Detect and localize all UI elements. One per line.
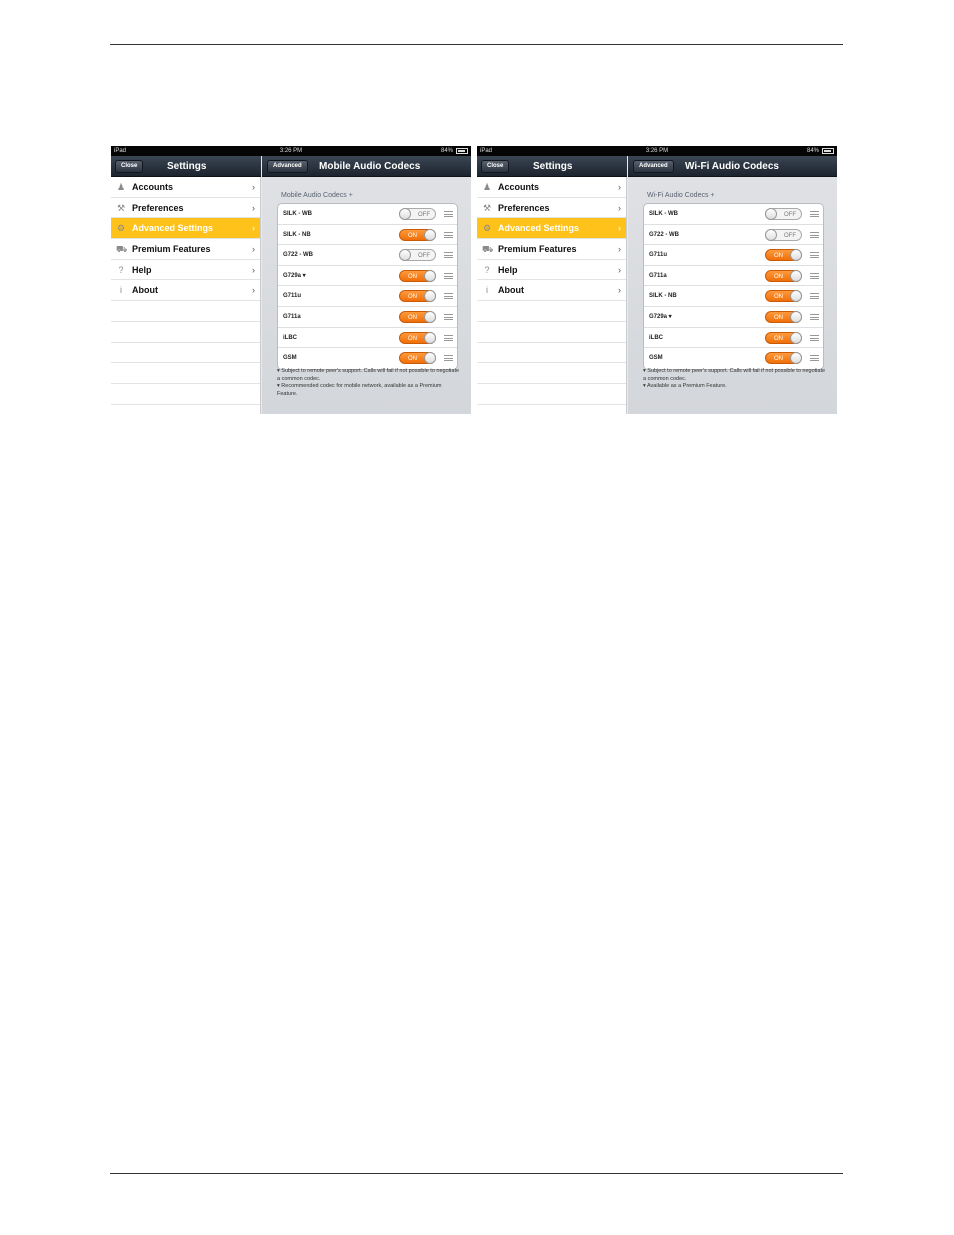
chevron-right-icon: › xyxy=(618,223,621,234)
reorder-handle-icon[interactable] xyxy=(810,293,819,299)
sidebar-empty-row xyxy=(111,322,260,343)
chevron-right-icon: › xyxy=(618,182,621,192)
codec-name: SILK - NB xyxy=(649,293,677,300)
reorder-handle-icon[interactable] xyxy=(444,273,453,279)
toggle-knob xyxy=(790,270,802,282)
chevron-right-icon: › xyxy=(618,264,621,275)
sidebar-empty-row xyxy=(477,322,626,343)
codec-row xyxy=(278,266,457,287)
codec-name: G722 - WB xyxy=(649,231,680,238)
toggle-knob xyxy=(424,332,436,344)
codec-name: SILK - NB xyxy=(283,231,311,238)
footnote: ▾ Recommended codec for mobile network, available as a Premium Feature. xyxy=(277,383,442,397)
chevron-right-icon: › xyxy=(618,202,621,213)
codec-toggle[interactable] xyxy=(399,249,436,261)
chevron-right-icon: › xyxy=(252,202,255,213)
codec-list xyxy=(277,203,458,370)
detail-navbar xyxy=(628,156,837,177)
codec-name: G711u xyxy=(649,252,668,259)
toggle-knob xyxy=(790,249,802,261)
info-icon: i xyxy=(486,285,488,296)
sidebar-item-label: Preferences xyxy=(132,202,184,213)
help-icon: ? xyxy=(118,264,124,275)
sidebar-item-help[interactable] xyxy=(111,260,260,281)
toggle-state: ON xyxy=(774,335,783,342)
accounts-icon: ♟ xyxy=(116,182,126,192)
toggle-knob xyxy=(424,229,436,241)
reorder-handle-icon[interactable] xyxy=(444,293,453,299)
chevron-right-icon: › xyxy=(618,285,621,296)
chevron-right-icon: › xyxy=(252,264,255,275)
codec-toggle[interactable] xyxy=(399,332,436,344)
codecs-panel xyxy=(628,177,837,414)
device-label: iPad xyxy=(114,148,127,154)
codec-toggle[interactable] xyxy=(399,208,436,220)
settings-navbar xyxy=(477,156,627,177)
info-icon: i xyxy=(120,285,122,296)
codec-name: iLBC xyxy=(649,334,663,341)
toggle-knob xyxy=(765,208,777,220)
sidebar-item-help[interactable] xyxy=(477,260,626,281)
chevron-right-icon: › xyxy=(252,285,255,296)
advanced-settings-icon: ⚙ xyxy=(116,223,126,234)
toggle-knob xyxy=(424,290,436,302)
codec-toggle[interactable] xyxy=(399,290,436,302)
sidebar-empty-row xyxy=(111,363,260,384)
toggle-state: ON xyxy=(774,294,783,301)
codec-row xyxy=(278,328,457,349)
chevron-right-icon: › xyxy=(252,182,255,192)
sidebar-item-about[interactable] xyxy=(111,280,260,301)
battery-percent: 84% xyxy=(440,148,453,154)
codec-name: GSM xyxy=(649,355,663,362)
reorder-handle-icon[interactable] xyxy=(444,335,453,341)
section-title: Mobile Audio Codecs + xyxy=(281,192,353,199)
toggle-state: ON xyxy=(774,253,783,260)
sidebar-item-premium-features[interactable] xyxy=(477,239,626,260)
preferences-icon: ⚒ xyxy=(116,202,126,213)
section-title: Wi-Fi Audio Codecs + xyxy=(647,192,715,199)
codec-row xyxy=(644,328,823,349)
codec-name: G722 - WB xyxy=(283,252,314,259)
codec-name: G729a ▾ xyxy=(283,272,306,279)
sidebar-empty-row xyxy=(477,301,626,322)
toggle-state: ON xyxy=(408,273,417,280)
codec-list xyxy=(643,203,824,370)
sidebar-empty-row xyxy=(477,343,626,364)
battery-icon xyxy=(456,148,468,154)
sidebar-item-label: Preferences xyxy=(498,202,550,213)
sidebar-item-accounts[interactable] xyxy=(477,177,626,198)
battery-percent: 84% xyxy=(806,148,819,154)
preferences-icon: ⚒ xyxy=(482,202,492,213)
codec-row xyxy=(278,225,457,246)
advanced-settings-icon: ⚙ xyxy=(482,223,492,234)
footnote: ▾ Subject to remote peer's support. Calls will fail if not possible to negotiate a common codec. xyxy=(277,368,460,382)
codec-row xyxy=(644,245,823,266)
reorder-handle-icon[interactable] xyxy=(444,232,453,238)
status-time: 3:26 PM xyxy=(279,148,303,154)
codec-name: iLBC xyxy=(283,334,297,341)
advanced-back-button[interactable]: Advanced xyxy=(267,160,308,173)
sidebar-item-label: Accounts xyxy=(132,182,174,192)
settings-title: Settings xyxy=(533,161,573,172)
reorder-handle-icon[interactable] xyxy=(444,252,453,258)
sidebar-item-preferences[interactable] xyxy=(111,198,260,219)
chevron-right-icon: › xyxy=(618,244,621,255)
sidebar-item-about[interactable] xyxy=(477,280,626,301)
detail-navbar xyxy=(262,156,471,177)
codec-name: G711a xyxy=(283,313,301,320)
codec-toggle[interactable] xyxy=(765,290,802,302)
codec-row xyxy=(644,307,823,328)
codec-name: G729a ▾ xyxy=(649,313,672,320)
sidebar-item-label: Premium Features xyxy=(498,244,577,255)
close-button[interactable]: Close xyxy=(115,160,143,173)
sidebar-empty-row xyxy=(111,384,260,405)
sidebar-item-label: Help xyxy=(132,264,152,275)
sidebar-item-label: About xyxy=(132,285,158,296)
toggle-knob xyxy=(790,290,802,302)
toggle-state: OFF xyxy=(418,253,430,260)
toggle-knob xyxy=(424,352,436,364)
toggle-knob xyxy=(399,249,411,261)
codec-row xyxy=(644,348,823,369)
reorder-handle-icon[interactable] xyxy=(444,314,453,320)
help-icon: ? xyxy=(484,264,490,275)
footnote: ▾ Available as a Premium Feature. xyxy=(643,383,727,389)
toggle-knob xyxy=(790,352,802,364)
screenshot-wifi-codecs xyxy=(477,146,837,414)
toggle-knob xyxy=(790,332,802,344)
sidebar-item-label: Premium Features xyxy=(132,244,211,255)
sidebar-empty-row xyxy=(111,343,260,364)
codec-toggle[interactable] xyxy=(399,311,436,323)
accounts-icon: ♟ xyxy=(482,182,492,192)
device-label: iPad xyxy=(480,148,493,154)
sidebar-item-label: Advanced Settings xyxy=(498,223,580,234)
chevron-right-icon: › xyxy=(252,244,255,255)
screenshot-mobile-codecs xyxy=(111,146,471,414)
reorder-handle-icon[interactable] xyxy=(810,252,819,258)
codec-row xyxy=(278,307,457,328)
sidebar-item-premium-features[interactable] xyxy=(111,239,260,260)
reorder-handle-icon[interactable] xyxy=(810,232,819,238)
reorder-handle-icon[interactable] xyxy=(444,355,453,361)
codec-toggle[interactable] xyxy=(765,311,802,323)
codec-name: G711a xyxy=(649,272,667,279)
reorder-handle-icon[interactable] xyxy=(810,335,819,341)
toggle-state: ON xyxy=(408,232,417,239)
reorder-handle-icon[interactable] xyxy=(810,314,819,320)
codec-toggle[interactable] xyxy=(765,208,802,220)
codec-row xyxy=(278,286,457,307)
sidebar-item-advanced-settings[interactable] xyxy=(111,218,260,239)
toggle-knob xyxy=(790,311,802,323)
status-bar xyxy=(477,146,837,156)
sidebar-item-label: Advanced Settings xyxy=(132,223,214,234)
codec-toggle[interactable] xyxy=(765,270,802,282)
codec-name: GSM xyxy=(283,355,297,362)
sidebar-item-accounts[interactable] xyxy=(111,177,260,198)
codec-toggle[interactable] xyxy=(399,352,436,364)
codec-row xyxy=(278,348,457,369)
reorder-handle-icon[interactable] xyxy=(810,211,819,217)
advanced-back-button[interactable]: Advanced xyxy=(633,160,674,173)
reorder-handle-icon[interactable] xyxy=(444,211,453,217)
battery-icon xyxy=(822,148,834,154)
toggle-knob xyxy=(424,270,436,282)
codec-toggle[interactable] xyxy=(765,249,802,261)
toggle-state: OFF xyxy=(784,232,796,239)
sidebar-item-label: Help xyxy=(498,264,518,275)
sidebar-item-label: Accounts xyxy=(498,182,540,192)
toggle-state: OFF xyxy=(418,212,430,218)
toggle-knob xyxy=(765,229,777,241)
sidebar-item-advanced-settings[interactable] xyxy=(477,218,626,239)
chevron-right-icon: › xyxy=(252,223,255,234)
toggle-state: ON xyxy=(408,294,417,301)
toggle-state: OFF xyxy=(784,212,796,218)
reorder-handle-icon[interactable] xyxy=(810,273,819,279)
detail-title: Wi-Fi Audio Codecs xyxy=(685,161,779,172)
toggle-state: ON xyxy=(774,273,783,280)
status-time: 3:26 PM xyxy=(645,148,669,154)
footer-rule xyxy=(110,1173,843,1174)
status-bar xyxy=(111,146,471,156)
detail-title: Mobile Audio Codecs xyxy=(319,161,421,172)
sidebar-empty-row xyxy=(477,384,626,405)
close-button[interactable]: Close xyxy=(481,160,509,173)
codec-name: SILK - WB xyxy=(283,211,312,217)
sidebar-empty-row xyxy=(477,363,626,384)
sidebar-item-label: About xyxy=(498,285,524,296)
toggle-knob xyxy=(424,311,436,323)
settings-sidebar xyxy=(477,177,627,414)
settings-sidebar xyxy=(111,177,261,414)
toggle-knob xyxy=(399,208,411,220)
toggle-state: ON xyxy=(408,314,417,321)
toggle-state: ON xyxy=(408,335,417,342)
toggle-state: ON xyxy=(774,356,783,363)
codec-row xyxy=(278,204,457,225)
sidebar-item-preferences[interactable] xyxy=(477,198,626,219)
header-rule xyxy=(110,44,843,45)
codec-row xyxy=(278,245,457,266)
codec-row xyxy=(644,266,823,287)
codec-toggle[interactable] xyxy=(399,229,436,241)
toggle-state: ON xyxy=(774,314,783,321)
sidebar-empty-row xyxy=(111,301,260,322)
codec-toggle[interactable] xyxy=(765,332,802,344)
codec-toggle[interactable] xyxy=(765,352,802,364)
codec-row xyxy=(644,204,823,225)
codec-name: G711u xyxy=(283,293,302,300)
codec-row xyxy=(644,286,823,307)
cart-icon: ⛟ xyxy=(482,244,494,255)
codec-toggle[interactable] xyxy=(399,270,436,282)
reorder-handle-icon[interactable] xyxy=(810,355,819,361)
settings-navbar xyxy=(111,156,261,177)
footnote: ▾ Subject to remote peer's support. Calls will fail if not possible to negotiate a common codec. xyxy=(643,368,826,382)
codec-name: SILK - WB xyxy=(649,211,678,217)
codecs-panel xyxy=(262,177,471,414)
toggle-state: ON xyxy=(408,356,417,363)
settings-title: Settings xyxy=(167,161,207,172)
codec-row xyxy=(644,225,823,246)
codec-toggle[interactable] xyxy=(765,229,802,241)
cart-icon: ⛟ xyxy=(116,244,128,255)
